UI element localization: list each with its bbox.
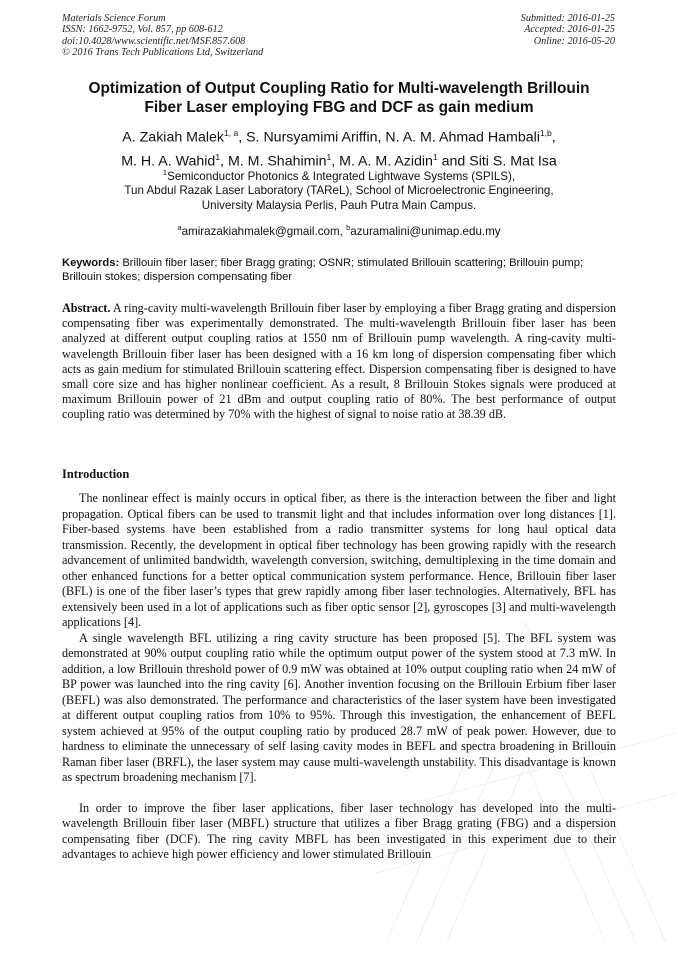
paragraph: A single wavelength BFL utilizing a ring cavity structure has been proposed [5]. The BFL system was demonstrated at 90% output coupling ratio while the optimum output power of the system stood at 7.3 mW. In addition, a low Brillouin threshold power of 0.9 mW was obtained at 10% output coupling ratio when 24 mW of BP power was launched into the ring cavity [6]. Another invention focusing on the Brillouin Erbium fiber laser (BEFL) was also demonstrated. The performance and characteristics of the laser system have been investigated at different output coupling ratios from 10% to 95%. Through this investigation, the enhancement of BEFL system achieved at 95% of the output coupling ratio by produced 28.7 mW of peak power. However, due to hardness to eliminate the unnecessary of self lasing cavity modes in BEFL and spectra broadening in Brillouin Raman fiber laser (BRFL), the laser system may cause multi-wavelength unstability. This disadvantage is known as spectrum broadening mechanism [7]. xyxy=(62,630,616,784)
affiliation-line-1 xyxy=(62,166,616,184)
author-name: M. M. Shahimin xyxy=(227,153,327,170)
author-name: S. Nursyamimi Ariffin, N. A. M. Ahmad Hambali xyxy=(246,129,540,146)
author-name: M. A. M. Azidin xyxy=(339,153,433,170)
email-a[interactable]: amirazakiahmalek@gmail.com, xyxy=(181,224,343,238)
copyright: © 2016 Trans Tech Publications Ltd, Switzerland xyxy=(62,47,264,59)
affiliation-line-2: Tun Abdul Razak Laser Laboratory (TAReL), School of Microelectronic Engineering, xyxy=(124,184,554,198)
author-name: and Siti S. Mat Isa xyxy=(441,153,557,170)
keywords-label: Keywords: xyxy=(62,257,120,269)
online-date: Online: 2016-05-20 xyxy=(533,35,615,47)
issn-volume: ISSN: 1662-9752, Vol. 857, pp 608-612 xyxy=(62,24,223,36)
paragraph: In order to improve the fiber laser applications, fiber laser technology has developed into the multi-wavelength Brillouin fiber laser (MBFL) structure that utilizes a fiber Bragg grating (FBG) and a dispersion compensating fiber (DCF). The ring cavity MBFL has been investigated in this experiment due to their advantages to achieve high power efficiency and lower stimulated Brillouin xyxy=(62,800,616,861)
doi: doi:10.4028/www.scientific.net/MSF.857.608 xyxy=(62,35,246,47)
author-affil-mark: 1 xyxy=(432,151,438,162)
authors-line-2: M. H. A. Wahid$^1$, M. M. Shahimin$^1$, M. A. M. Azidin$^1$ and Siti S. Mat Isa xyxy=(121,151,557,170)
author-list xyxy=(62,124,616,171)
paper-title xyxy=(62,80,616,117)
keywords-text: Brillouin fiber laser; fiber Bragg grating; OSNR; stimulated Brillouin scattering; Brillouin pump; Brillouin stokes; dispersion compensating fiber xyxy=(62,257,584,284)
affil-mark: 1 xyxy=(162,168,168,177)
paragraph: The nonlinear effect is mainly occurs in optical fiber, as there is the interaction between the fiber and light propagation. Optical fibers can be used to transmit light and that includes information over long distances [1]. Fiber-based systems have been established from a radio transmitter systems for long haul optical data transmission. Recently, the development in optical fiber technology has been growing rapidly with the research advancement of unlimited bandwidth, wavelength conversion, switching, demultiplexing in the time domain and other enhanced functions for a better optical communication system performance. Hence, Brillouin fiber laser (BFL) is one of the fiber laser’s types that grew rapidly among fiber laser technologies. Alternatively, BFL has extensively been used in a lot of applications such as fiber optic sensor [2], gyroscopes [3] and multi-wavelength applications [4]. xyxy=(62,491,616,629)
author-name: A. Zakiah Malek xyxy=(122,129,225,146)
header-dates xyxy=(521,13,615,47)
email-b[interactable]: azuramalini@unimap.edu.my xyxy=(350,224,501,238)
author-emails xyxy=(62,221,616,239)
accepted-date: Accepted: 2016-01-25 xyxy=(524,24,615,36)
introduction-heading: Introduction xyxy=(62,467,130,481)
author-affil-mark: 1 xyxy=(326,151,332,162)
author-affil-mark: 1, a xyxy=(224,128,239,138)
author-affil-mark: 1,b xyxy=(539,128,552,138)
affiliation xyxy=(62,166,616,214)
email-mark-b: b xyxy=(346,223,351,232)
title-line-2: Fiber Laser employing FBG and DCF as gain medium xyxy=(144,98,534,116)
header-publication-info xyxy=(62,13,263,59)
introduction-body xyxy=(62,491,616,863)
abstract-text: A ring-cavity multi-wavelength Brillouin fiber laser by employing a fiber Bragg grating and dispersion compensating fiber was experimentally demonstrated. The multi-wavelength Brillouin fiber laser has been analyzed at different output coupling ratios at 1550 nm of Brillouin pump wavelength. A ring-cavity multi-wavelength Brillouin fiber laser has been designed with a 16 km long of dispersion compensating fiber which acts as gain medium for stimulated Brillouin scattering effect. Dispersion compensating fiber is designed to have small core size and has higher nonlinear coefficient. As a result, 8 Brillouin Stokes signals were produced at maximum Brillouin power of 21 dBm and output coupling ratio of 80%. The best performance of output coupling ratio was determined by 70% with the highest of signal to noise ratio at 38.39 dB. xyxy=(62,301,617,422)
authors-line-1: A. Zakiah Malek$^{1, a}$, S. Nursyamimi Ariffin, N. A. M. Ahmad Hambali$^{1,b}$, xyxy=(122,128,556,146)
author-name: M. H. A. Wahid xyxy=(121,153,216,170)
author-affil-mark: 1 xyxy=(215,151,221,162)
keywords xyxy=(62,256,616,284)
affiliation-line-3: University Malaysia Perlis, Pauh Putra Main Campus. xyxy=(201,199,477,213)
email-mark-a: a xyxy=(177,223,182,232)
affiliation-text: Semiconductor Photonics & Integrated Lightwave Systems (SPILS), xyxy=(167,169,516,183)
journal-name: Materials Science Forum xyxy=(62,13,166,24)
abstract-label: Abstract. xyxy=(62,301,111,315)
submitted-date: Submitted: 2016-01-25 xyxy=(520,13,615,24)
title-line-1: Optimization of Output Coupling Ratio for Multi-wavelength Brillouin xyxy=(88,80,590,97)
abstract xyxy=(62,301,616,423)
